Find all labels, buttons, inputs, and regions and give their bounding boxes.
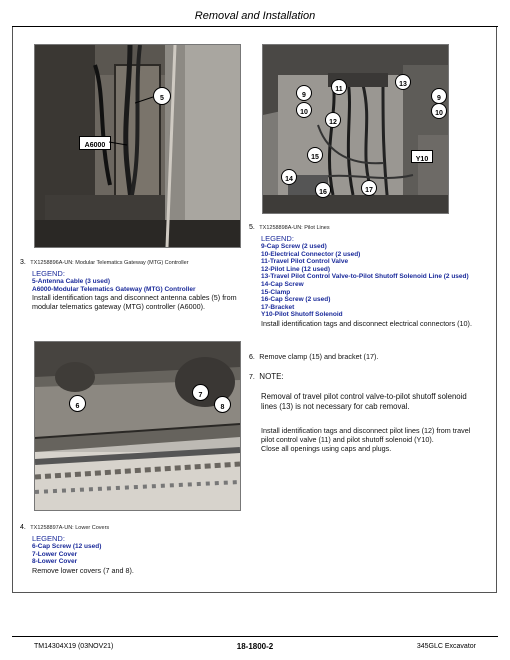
legend-title: LEGEND: [261, 234, 294, 243]
callout-label: 10 [435, 110, 443, 117]
callout-label: 14 [285, 176, 293, 183]
figure-caption: TX1258898A-UN: Pilot Lines [259, 225, 330, 231]
callout-y10 [411, 150, 433, 163]
callout-label: 15 [311, 154, 319, 161]
callout-15 [307, 147, 323, 163]
step-number: 7. [249, 374, 255, 381]
legend-title: LEGEND: [32, 269, 65, 278]
callout-9-left [296, 85, 312, 101]
callout-label: 8 [220, 404, 225, 411]
legend-item: 13-Travel Pilot Control Valve-to-Pilot Shutoff Solenoid Line (2 used) [261, 273, 469, 281]
legend-item: 10-Electrical Connector (2 used) [261, 250, 361, 258]
instruction-text: Remove lower covers (7 and 8). [32, 565, 134, 575]
footer-model: 345GLC Excavator [416, 643, 476, 650]
footer-rule [12, 636, 498, 637]
legend-title: LEGEND: [32, 534, 65, 543]
legend-item: 12-Pilot Line (12 used) [261, 265, 330, 273]
callout-label: 11 [335, 86, 343, 93]
legend-item: 14-Cap Screw [261, 280, 304, 288]
photo-mtg-controller [34, 44, 241, 248]
callout-label: Y10 [415, 156, 429, 163]
callout-label: 9 [437, 95, 441, 102]
callout-label: 7 [198, 392, 203, 399]
callout-10-left [296, 102, 312, 118]
page-header-title: Removal and Installation [194, 10, 316, 22]
photo-pilot-lines [262, 44, 449, 214]
callout-label: 6 [75, 403, 80, 410]
callout-5 [153, 87, 171, 105]
step-4 [20, 516, 240, 575]
callout-label: 13 [399, 81, 407, 88]
callout-10-right [431, 103, 447, 119]
photo-lower-covers [34, 341, 241, 511]
callout-12 [325, 112, 341, 128]
legend-item: 17-Bracket [261, 303, 295, 311]
callout-label: 12 [329, 119, 337, 126]
instruction-text: Remove clamp (15) and bracket (17). [259, 352, 379, 361]
callout-label: 16 [319, 189, 327, 196]
instruction-text: Install identification tags and disconnect pilot lines (12) from travel pilot control valve (11) and pilot shutoff solenoid (Y10). [261, 426, 471, 444]
callout-label: 17 [365, 187, 373, 194]
legend-item: 9-Cap Screw (2 used) [261, 243, 327, 250]
legend-item: 15-Clamp [261, 288, 291, 296]
step-5 [249, 216, 473, 328]
footer-doc-id: TM14304X19 (03NOV21) [34, 643, 114, 650]
callout-a6000 [79, 136, 111, 150]
step-7 [249, 366, 473, 453]
leader-line [109, 139, 129, 149]
step-number: 6. [249, 354, 255, 361]
leader-line [135, 95, 155, 105]
callout-label: A6000 [84, 142, 106, 149]
callout-8 [214, 396, 231, 413]
instruction-text: Install identification tags and disconnect electrical connectors (10). [261, 318, 472, 328]
step-number: 4. [20, 524, 26, 531]
figure-caption: TX1258896A-UN: Modular Telematics Gateway (MTG) Controller [30, 260, 189, 266]
step-number: 3. [20, 259, 26, 266]
callout-7 [192, 384, 209, 401]
callout-14 [281, 169, 297, 185]
figure-caption: TX1258897A-UN: Lower Covers [30, 525, 110, 531]
callout-label: 10 [300, 109, 308, 116]
step-6 [249, 346, 473, 364]
callout-9-right [431, 88, 447, 104]
callout-17 [361, 180, 377, 196]
legend-item: 8-Lower Cover [32, 558, 78, 566]
note-label: NOTE: [259, 372, 284, 381]
callout-label: 9 [302, 92, 306, 99]
step-number: 5. [249, 224, 255, 231]
callout-6 [69, 395, 86, 412]
callout-13 [395, 74, 411, 90]
legend-item: 6-Cap Screw (12 used) [32, 543, 102, 550]
callout-11 [331, 79, 347, 95]
legend-item: 16-Cap Screw (2 used) [261, 296, 331, 304]
footer-page-number: 18-1800-2 [236, 642, 274, 651]
legend-item: 11-Travel Pilot Control Valve [261, 258, 349, 266]
callout-label: 5 [160, 95, 164, 102]
instruction-text: Install identification tags and disconnect antenna cables (5) from modular telematics gateway (MTG) controller (A6000). [32, 293, 237, 312]
legend-item: 5-Antenna Cable (3 used) [32, 278, 111, 285]
legend-item: Y10-Pilot Shutoff Solenoid [261, 311, 343, 319]
callout-16 [315, 182, 331, 198]
legend-item: 7-Lower Cover [32, 550, 78, 558]
legend-item: A6000-Modular Telematics Gateway (MTG) Controller [32, 285, 196, 293]
instruction-text: Close all openings using caps and plugs. [261, 444, 392, 453]
note-text: Removal of travel pilot control valve-to-pilot shutoff solenoid lines (13) is not necessary for cab removal. [261, 392, 467, 411]
step-3 [20, 251, 240, 311]
